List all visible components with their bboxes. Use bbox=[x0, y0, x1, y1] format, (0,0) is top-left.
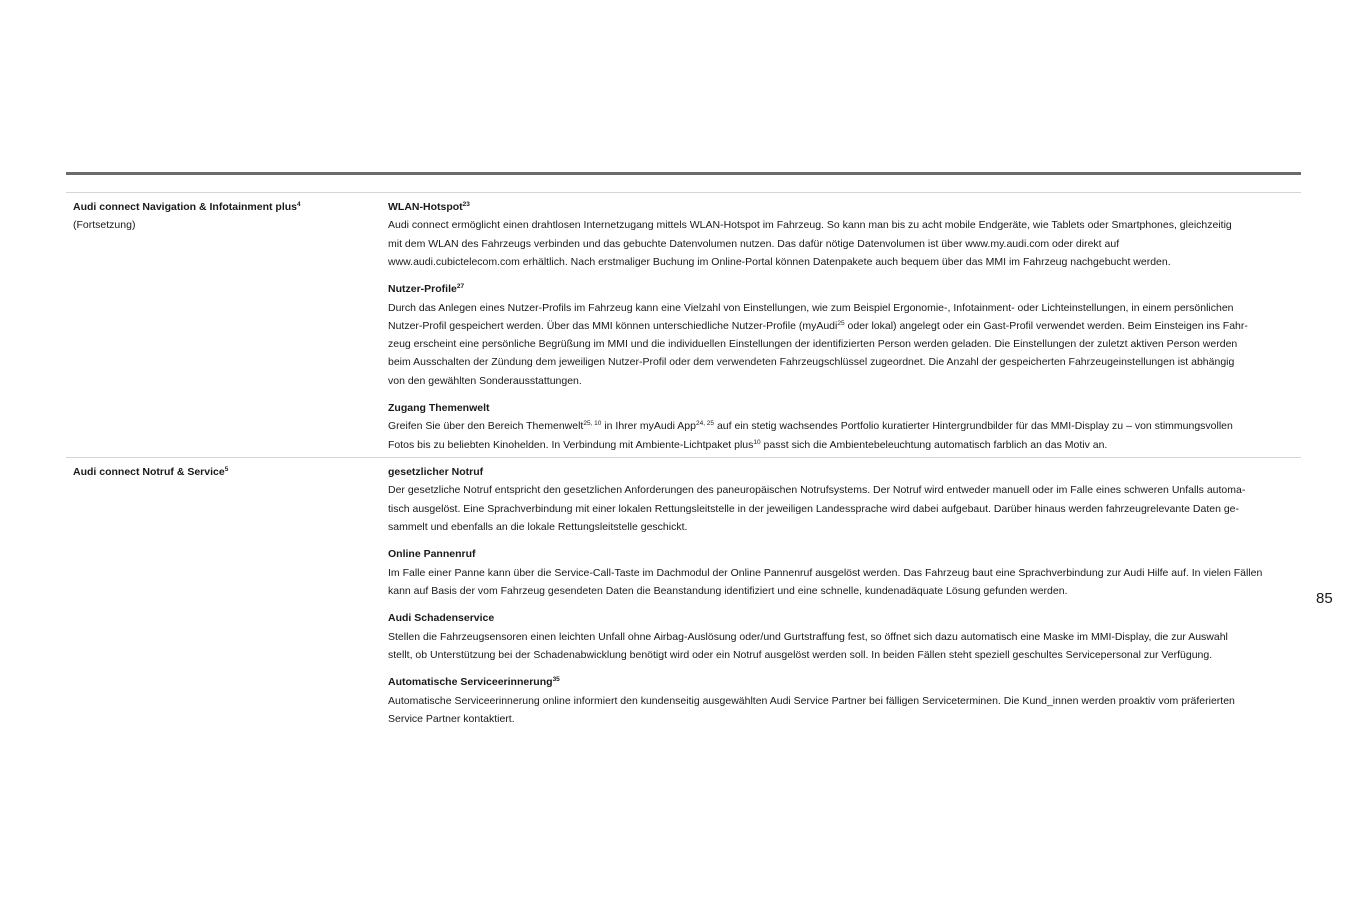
section-body bbox=[388, 463, 1296, 737]
text-line: von den gewählten Sonderausstattungen. bbox=[388, 374, 582, 387]
page-number: 85 bbox=[1316, 590, 1333, 607]
text-line: Automatische Serviceerinnerung online informiert den kundenseitig ausgewählten Audi Service Partner bei fälligen Serviceterminen. Die Kund_innen werden proaktiv vom präferierten bbox=[388, 694, 1235, 707]
entry-title: Nutzer-Profile$^{27}$ bbox=[388, 283, 465, 296]
text-line: zeug erscheint eine persönliche Begrüßung im MMI und die individuellen Einstellungen der identifizierten Person werden geladen. Die Einstellungen der zuletzt aktiven Person werden bbox=[388, 338, 1238, 351]
text-line: Der gesetzliche Notruf entspricht den gesetzlichen Anforderungen des paneuropäischen Notrufsystems. Der Notruf wird entweder manuell oder im Falle eines schweren Unfalls automa- bbox=[388, 484, 1246, 497]
entry-gesetzlicher-notruf bbox=[388, 463, 1296, 536]
text-line: mit dem WLAN des Fahrzeugs verbinden und das gebuchte Datenvolumen nutzen. Das dafür nötige Datenvolumen ist über www.my.audi.com oder direkt auf bbox=[388, 237, 1120, 250]
footnote-ref: 4 bbox=[297, 201, 301, 208]
entry-title: Zugang Themenwelt bbox=[388, 402, 490, 415]
entry-nutzer-profile bbox=[388, 280, 1296, 390]
text-line: Im Falle einer Panne kann über die Service-Call-Taste im Dachmodul der Online Pannenruf ausgelöst werden. Das Fahrzeug baut eine Sprachverbindung zur Audi Hilfe auf. In vielen Fällen bbox=[388, 566, 1263, 579]
text-line: Stellen die Fahrzeugsensoren einen leichten Unfall ohne Airbag-Auslösung oder/und Gurtstraffung fest, so öffnet sich dazu automatisch eine Maske im MMI-Display, die zur Auswahl bbox=[388, 630, 1228, 643]
text-line: Service Partner kontaktiert. bbox=[388, 712, 515, 725]
entry-text bbox=[388, 564, 1296, 601]
entry-text bbox=[388, 417, 1296, 454]
footnote-ref: 25, 10 bbox=[583, 420, 602, 428]
entry-title: gesetzlicher Notruf bbox=[388, 466, 484, 478]
entry-zugang-themenwelt bbox=[388, 399, 1296, 454]
text-line: Audi connect ermöglicht einen drahtlosen Internetzugang mittels WLAN-Hotspot im Fahrzeug. So kann man bis zu acht mobile Endgeräte, wie Tablets oder Smartphones, gleichzeitig bbox=[388, 219, 1232, 232]
section-body bbox=[388, 198, 1296, 463]
footnote-ref: 10 bbox=[753, 438, 761, 446]
entry-text bbox=[388, 692, 1296, 729]
entry-text bbox=[388, 216, 1296, 271]
footnote-ref: 25 bbox=[837, 319, 845, 327]
entry-title: WLAN-Hotspot$^{23}$ bbox=[388, 201, 470, 213]
entry-text bbox=[388, 481, 1296, 536]
section-title: Audi connect Navigation & Infotainment plus$^4$ bbox=[73, 201, 301, 213]
footnote-ref: 24, 25 bbox=[695, 420, 715, 428]
entry-title: Automatische Serviceerinnerung$^{35}$ bbox=[388, 676, 560, 689]
entry-wlan-hotspot bbox=[388, 198, 1296, 271]
text-line: kann auf Basis der vom Fahrzeug gesendeten Daten die Beanstandung identifiziert und eine schnelle, kundenadäquate Lösung gefunden werden. bbox=[388, 584, 1068, 597]
entry-automatische-serviceerinnerung bbox=[388, 673, 1296, 728]
text-line: sammelt und ebenfalls an die lokale Rettungsleitstelle geschickt. bbox=[388, 520, 688, 533]
entry-title: Online Pannenruf bbox=[388, 548, 476, 561]
text-line: stellt, ob Unterstützung bei der Schadenabwicklung benötigt wird oder ein Notruf ausgelöst werden soll. In beiden Fällen steht speziell geschultes Servicepersonal zur Verfügung. bbox=[388, 648, 1213, 661]
entry-online-pannenruf bbox=[388, 545, 1296, 600]
entry-text bbox=[388, 299, 1296, 390]
footnote-ref: 27 bbox=[456, 283, 465, 291]
section-title: Audi connect Notruf & Service$^5$ bbox=[73, 466, 229, 478]
text-line: beim Ausschalten der Zündung dem jeweiligen Nutzer-Profil oder dem verwendeten Fahrzeugschlüssel zugeordnet. Die Anzahl der gespeicherten Fahrzeugeinstellungen ist abhängig bbox=[388, 356, 1235, 369]
footnote-ref: 23 bbox=[462, 201, 470, 208]
section-label bbox=[73, 198, 373, 235]
text-line: www.audi.cubictelecom.com erhältlich. Nach erstmaliger Buchung im Online-Portal können Datenpakete auch bequem über das MMI im Fahrzeug nachgebucht werden. bbox=[388, 255, 1171, 268]
text-line: Greifen Sie über den Bereich Themenwelt$^{25, 10}$ in Ihrer myAudi App$^{24, 25}$ auf ein stetig wachsendes Portfolio kuratierter Hintergrundbilder für das MMI-Display zu – von stimmungsvollen bbox=[388, 420, 1233, 433]
text-line: tisch ausgelöst. Eine Sprachverbindung mit einer lokalen Rettungsleitstelle in der jeweiligen Landessprache wird dabei aufgebaut. Darüber hinaus werden fahrzeugrelevante Daten ge- bbox=[388, 502, 1240, 515]
section-divider bbox=[66, 457, 1301, 458]
section-divider bbox=[66, 192, 1301, 193]
section-subtitle: (Fortsetzung) bbox=[73, 219, 136, 232]
text-line: Nutzer-Profil gespeichert werden. Über das MMI können unterschiedliche Nutzer-Profile (myAudi$^{25}$ oder lokal) angelegt oder ein Gast-Profil verwendet werden. Beim Einsteigen ins Fahr- bbox=[388, 319, 1248, 332]
entry-title: Audi Schadenservice bbox=[388, 612, 495, 625]
text-line: Fotos bis zu beliebten Kinohelden. In Verbindung mit Ambiente-Lichtpaket plus$^{10}$ passt sich die Ambientebeleuchtung automatisch farblich an das Motiv an. bbox=[388, 438, 1108, 451]
entry-text bbox=[388, 628, 1296, 665]
footnote-ref: 5 bbox=[224, 466, 229, 473]
top-rule bbox=[66, 172, 1301, 175]
text-line: Durch das Anlegen eines Nutzer-Profils im Fahrzeug kann eine Vielzahl von Einstellungen, wie zum Beispiel Ergonomie-, Infotainment- oder Lichteinstellungen, in einem persönlichen bbox=[388, 301, 1234, 314]
footnote-ref: 35 bbox=[552, 676, 560, 684]
section-label bbox=[73, 463, 373, 481]
entry-audi-schadenservice bbox=[388, 609, 1296, 664]
